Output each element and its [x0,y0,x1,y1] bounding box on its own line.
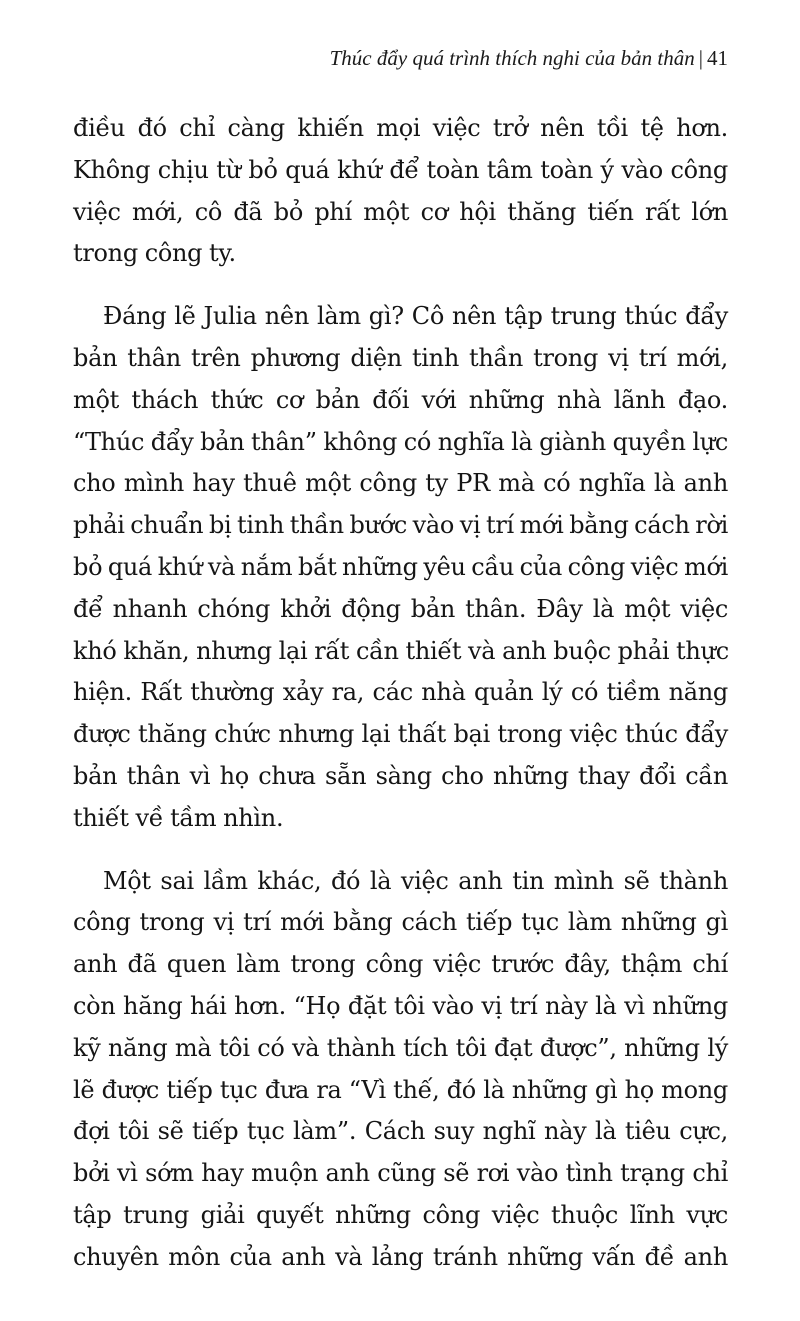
text-line: còn hăng hái hơn. “Họ đặt tôi vào vị trí này là vì những [73,991,728,1020]
paragraph-1 [73,108,728,275]
paragraph-gap [73,840,728,861]
text-line: một thách thức cơ bản đối với những nhà lãnh đạo. [73,385,728,414]
running-header [330,44,728,72]
paragraph-3 [73,861,728,1279]
text-line: được thăng chức nhưng lại thất bại trong việc thúc đẩy [73,720,728,749]
text-line: thiết về tầm nhìn. [73,803,284,832]
running-title: Thúc đẩy quá trình thích nghi của bản thân [329,46,695,70]
text-line: cho mình hay thuê một công ty PR mà có nghĩa là anh [73,469,728,498]
text-line: lẽ được tiếp tục đưa ra “Vì thế, đó là những gì họ mong [73,1075,728,1104]
text-line: bản thân trên phương diện tinh thần trong vị trí mới, [73,343,728,372]
page-number: 41 [707,46,728,70]
text-line: Đáng lẽ Julia nên làm gì? Cô nên tập trung thúc đẩy [103,302,728,331]
text-line: trong công ty. [73,239,236,268]
text-line: Một sai lầm khác, đó là việc anh tin mình sẽ thành [103,866,728,895]
text-line: chuyên môn của anh và lảng tránh những vấn đề anh [73,1242,728,1271]
text-line: việc mới, cô đã bỏ phí một cơ hội thăng tiến rất lớn [73,197,728,226]
paragraph-2 [73,296,728,839]
text-line: bỏ quá khứ và nắm bắt những yêu cầu của công việc mới [73,552,728,581]
text-line: bởi vì sớm hay muộn anh cũng sẽ rơi vào tình trạng chỉ [73,1159,728,1188]
text-line: công trong vị trí mới bằng cách tiếp tục làm những gì [73,908,728,937]
header-separator: | [698,46,703,70]
text-line: Không chịu từ bỏ quá khứ để toàn tâm toàn ý vào công [73,155,728,184]
text-line: anh đã quen làm trong công việc trước đây, thậm chí [73,950,728,979]
paragraph-gap [73,275,728,296]
text-line: hiện. Rất thường xảy ra, các nhà quản lý có tiềm năng [73,678,728,707]
text-line: khó khăn, nhưng lại rất cần thiết và anh buộc phải thực [73,636,729,665]
text-line: bản thân vì họ chưa sẵn sàng cho những thay đổi cần [73,761,728,790]
text-line: kỹ năng mà tôi có và thành tích tôi đạt được”, những lý [73,1033,728,1062]
text-line: để nhanh chóng khởi động bản thân. Đây là một việc [73,594,728,623]
text-line: đợi tôi sẽ tiếp tục làm”. Cách suy nghĩ này là tiêu cực, [73,1117,728,1146]
text-line: phải chuẩn bị tinh thần bước vào vị trí mới bằng cách rời [73,511,728,540]
body-text [73,108,728,1279]
text-line: điều đó chỉ càng khiến mọi việc trở nên tồi tệ hơn. [73,114,728,142]
text-line: tập trung giải quyết những công việc thuộc lĩnh vực [73,1200,728,1229]
text-line: “Thúc đẩy bản thân” không có nghĩa là giành quyền lực [73,427,728,456]
